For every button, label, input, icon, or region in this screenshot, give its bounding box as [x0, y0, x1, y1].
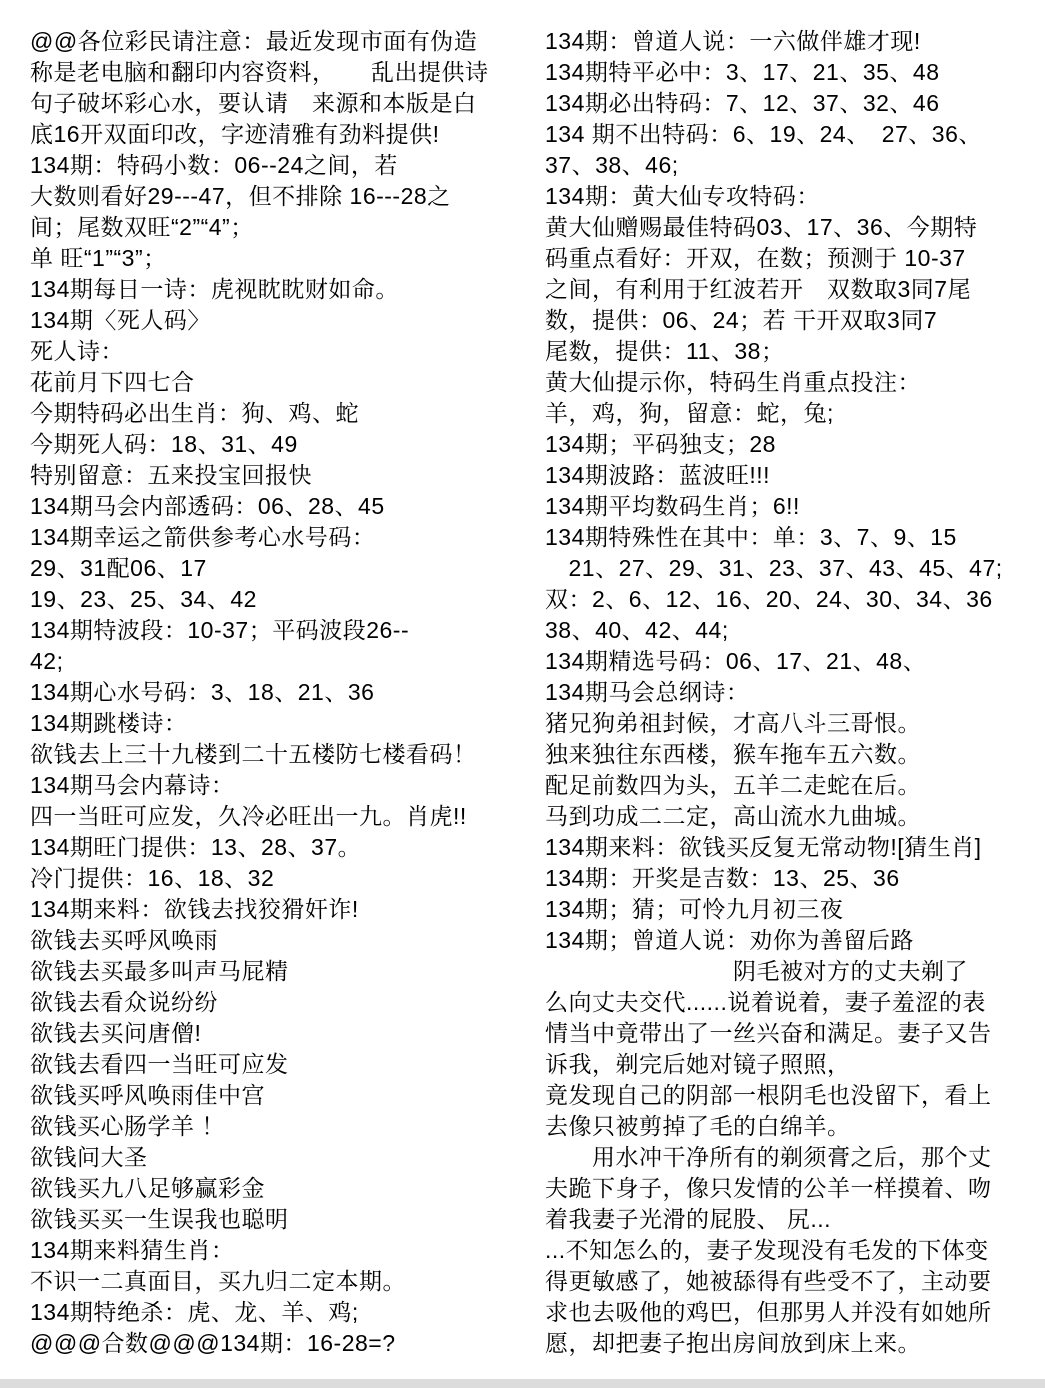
text-line: 句子破坏彩心水，要认请 来源和本版是白 — [30, 90, 477, 116]
text-line: 得更敏感了，她被舔得有些受不了，主动要 — [545, 1268, 992, 1294]
text-line: 欲钱买九八足够赢彩金 — [30, 1175, 265, 1201]
text-line: 134期来料：欲钱去找狡猾奸诈! — [30, 896, 359, 922]
text-line: 134期幸运之箭供参考心水号码： — [30, 524, 376, 550]
text-line: 黄大仙赠赐最佳特码03、17、36、今期特 — [545, 214, 978, 240]
text-line: 21、27、29、31、23、37、43、45、47; — [545, 555, 1003, 581]
text-line: 134期心水号码：3、18、21、36 — [30, 679, 375, 705]
text-line: 不识一二真面目，买九归二定本期。 — [30, 1268, 406, 1294]
text-line: 竟发现自己的阴部一根阴毛也没留下，看上 — [545, 1082, 992, 1108]
text-line: 用水冲干净所有的剃须膏之后，那个丈 — [545, 1144, 992, 1170]
text-line: 独来独往东西楼，猴车拖车五六数。 — [545, 741, 921, 767]
text-line: 配足前数四为头，五羊二走蛇在后。 — [545, 772, 921, 798]
text-line: 134期马会内部透码：06、28、45 — [30, 493, 385, 519]
text-line: 死人诗： — [30, 338, 124, 364]
text-line: 马到功成二二定，高山流水九曲城。 — [545, 803, 921, 829]
text-line: 底16开双面印改，字迹清雅有劲料提供! — [30, 121, 440, 147]
text-line: 134期波路：蓝波旺!!! — [545, 462, 771, 488]
text-line: 求也去吸他的鸡巴，但那男人并没有如她所 — [545, 1299, 992, 1325]
text-line: 四一当旺可应发，久冷必旺出一九。肖虎!! — [30, 803, 467, 829]
text-line: 134期：曾道人说：一六做伴雄才现! — [545, 28, 921, 54]
text-line: 大数则看好29---47，但不排除 16---28之 — [30, 183, 451, 209]
text-line: 134期旺门提供：13、28、37。 — [30, 834, 362, 860]
text-line: 欲钱去看四一当旺可应发 — [30, 1051, 289, 1077]
text-line: 134期；猜；可怜九月初三夜 — [545, 896, 844, 922]
text-line: 么向丈夫交代......说着说着，妻子羞涩的表 — [545, 989, 986, 1015]
text-line: 双：2、6、12、16、20、24、30、34、36 — [545, 586, 993, 612]
text-line: 冷门提供：16、18、32 — [30, 865, 275, 891]
text-line: 134期来料猜生肖： — [30, 1237, 235, 1263]
text-line: 134期精选号码：06、17、21、48、 — [545, 648, 927, 674]
text-line: 诉我，剃完后她对镜子照照， — [545, 1051, 851, 1077]
text-line: 欲钱买买一生误我也聪明 — [30, 1206, 289, 1232]
text-line: 欲钱去上三十九楼到二十五楼防七楼看码！ — [30, 741, 477, 767]
text-line: 134期马会总纲诗： — [545, 679, 750, 705]
text-line: 之间，有利用于红波若开 双数取3同7尾 — [545, 276, 972, 302]
bottom-edge-bar — [0, 1379, 1045, 1388]
text-line: 码重点看好：开双，在数；预测于 10-37 — [545, 245, 966, 271]
text-line: 37、38、46; — [545, 152, 679, 178]
text-line: 38、40、42、44; — [545, 617, 729, 643]
text-line: 29、31配06、17 — [30, 555, 207, 581]
text-line: 间；尾数双旺“2”“4”； — [30, 214, 254, 240]
text-line: 称是老电脑和翻印内容资料， 乱出提供诗 — [30, 59, 489, 85]
text-line: 猪兄狗弟祖封候，才高八斗三哥恨。 — [545, 710, 921, 736]
text-line: 着我妻子光滑的屁股、 尻... — [545, 1206, 832, 1232]
text-line: 欲钱去看众说纷纷 — [30, 989, 218, 1015]
text-line: 情当中竟带出了一丝兴奋和满足。妻子又告 — [545, 1020, 992, 1046]
text-line: 今期死人码：18、31、49 — [30, 431, 298, 457]
text-line: 羊，鸡，狗，留意：蛇，兔; — [545, 400, 834, 426]
text-line: 134期特平必中：3、17、21、35、48 — [545, 59, 940, 85]
text-line: 尾数，提供：11、38； — [545, 338, 785, 364]
text-line: 134期特绝杀：虎、龙、羊、鸡; — [30, 1299, 359, 1325]
text-line: 愿，却把妻子抱出房间放到床上来。 — [545, 1330, 921, 1356]
text-line: 欲钱去买最多叫声马屁精 — [30, 958, 289, 984]
text-line: 134期：黄大仙专攻特码： — [545, 183, 820, 209]
text-line: 134期平均数码生肖；6!! — [545, 493, 800, 519]
text-line: 134期〈死人码〉 — [30, 307, 211, 333]
text-line: 134期特波段：10-37；平码波段26-- — [30, 617, 410, 643]
text-line: 134期特殊性在其中：单：3、7、9、15 — [545, 524, 957, 550]
text-line: 134期：开奖是吉数：13、25、36 — [545, 865, 900, 891]
text-line: 夫跪下身子，像只发情的公羊一样摸着、吻 — [545, 1175, 992, 1201]
text-line: 今期特码必出生肖：狗、鸡、蛇 — [30, 400, 359, 426]
text-line: 134期必出特码：7、12、37、32、46 — [545, 90, 940, 116]
text-line: 去像只被剪掉了毛的白绵羊。 — [545, 1113, 851, 1139]
text-line: 42; — [30, 648, 64, 674]
text-line: 黄大仙提示你，特码生肖重点投注： — [545, 369, 921, 395]
text-line: 134期：特码小数：06--24之间，若 — [30, 152, 398, 178]
text-line: 134期；平码独支；28 — [545, 431, 776, 457]
text-line: 花前月下四七合 — [30, 369, 195, 395]
text-line: 欲钱去买问唐僧! — [30, 1020, 202, 1046]
text-line: @@@合数@@@134期：16-28=? — [30, 1330, 396, 1356]
text-line: 欲钱买呼风唤雨佳中宫 — [30, 1082, 265, 1108]
text-line: 134期；曾道人说：劝你为善留后路 — [545, 927, 914, 953]
text-line: 134期来料：欲钱买反复无常动物![猜生肖] — [545, 834, 982, 860]
text-line: 欲钱去买呼风唤雨 — [30, 927, 218, 953]
text-line: 19、23、25、34、42 — [30, 586, 257, 612]
text-line: 特别留意：五来投宝回报快 — [30, 462, 312, 488]
left-text-column — [30, 26, 540, 1359]
text-line: 134期跳楼诗： — [30, 710, 188, 736]
text-line: 数，提供：06、24；若 干开双取3同7 — [545, 307, 938, 333]
text-line: 134期马会内幕诗： — [30, 772, 235, 798]
text-line: 阴毛被对方的丈夫剃了 — [545, 958, 968, 984]
text-line: @@各位彩民请注意：最近发现市面有伪造 — [30, 28, 478, 54]
text-line: 134期每日一诗：虎视眈眈财如命。 — [30, 276, 399, 302]
text-line: 单 旺“1”“3”； — [30, 245, 167, 271]
text-line: 134 期不出特码：6、19、24、 27、36、 — [545, 121, 982, 147]
text-line: 欲钱买心肠学羊 ！ — [30, 1113, 225, 1139]
right-text-column — [545, 26, 1045, 1359]
text-line: 欲钱问大圣 — [30, 1144, 148, 1170]
text-line: ...不知怎么的，妻子发现没有毛发的下体变 — [545, 1237, 989, 1263]
